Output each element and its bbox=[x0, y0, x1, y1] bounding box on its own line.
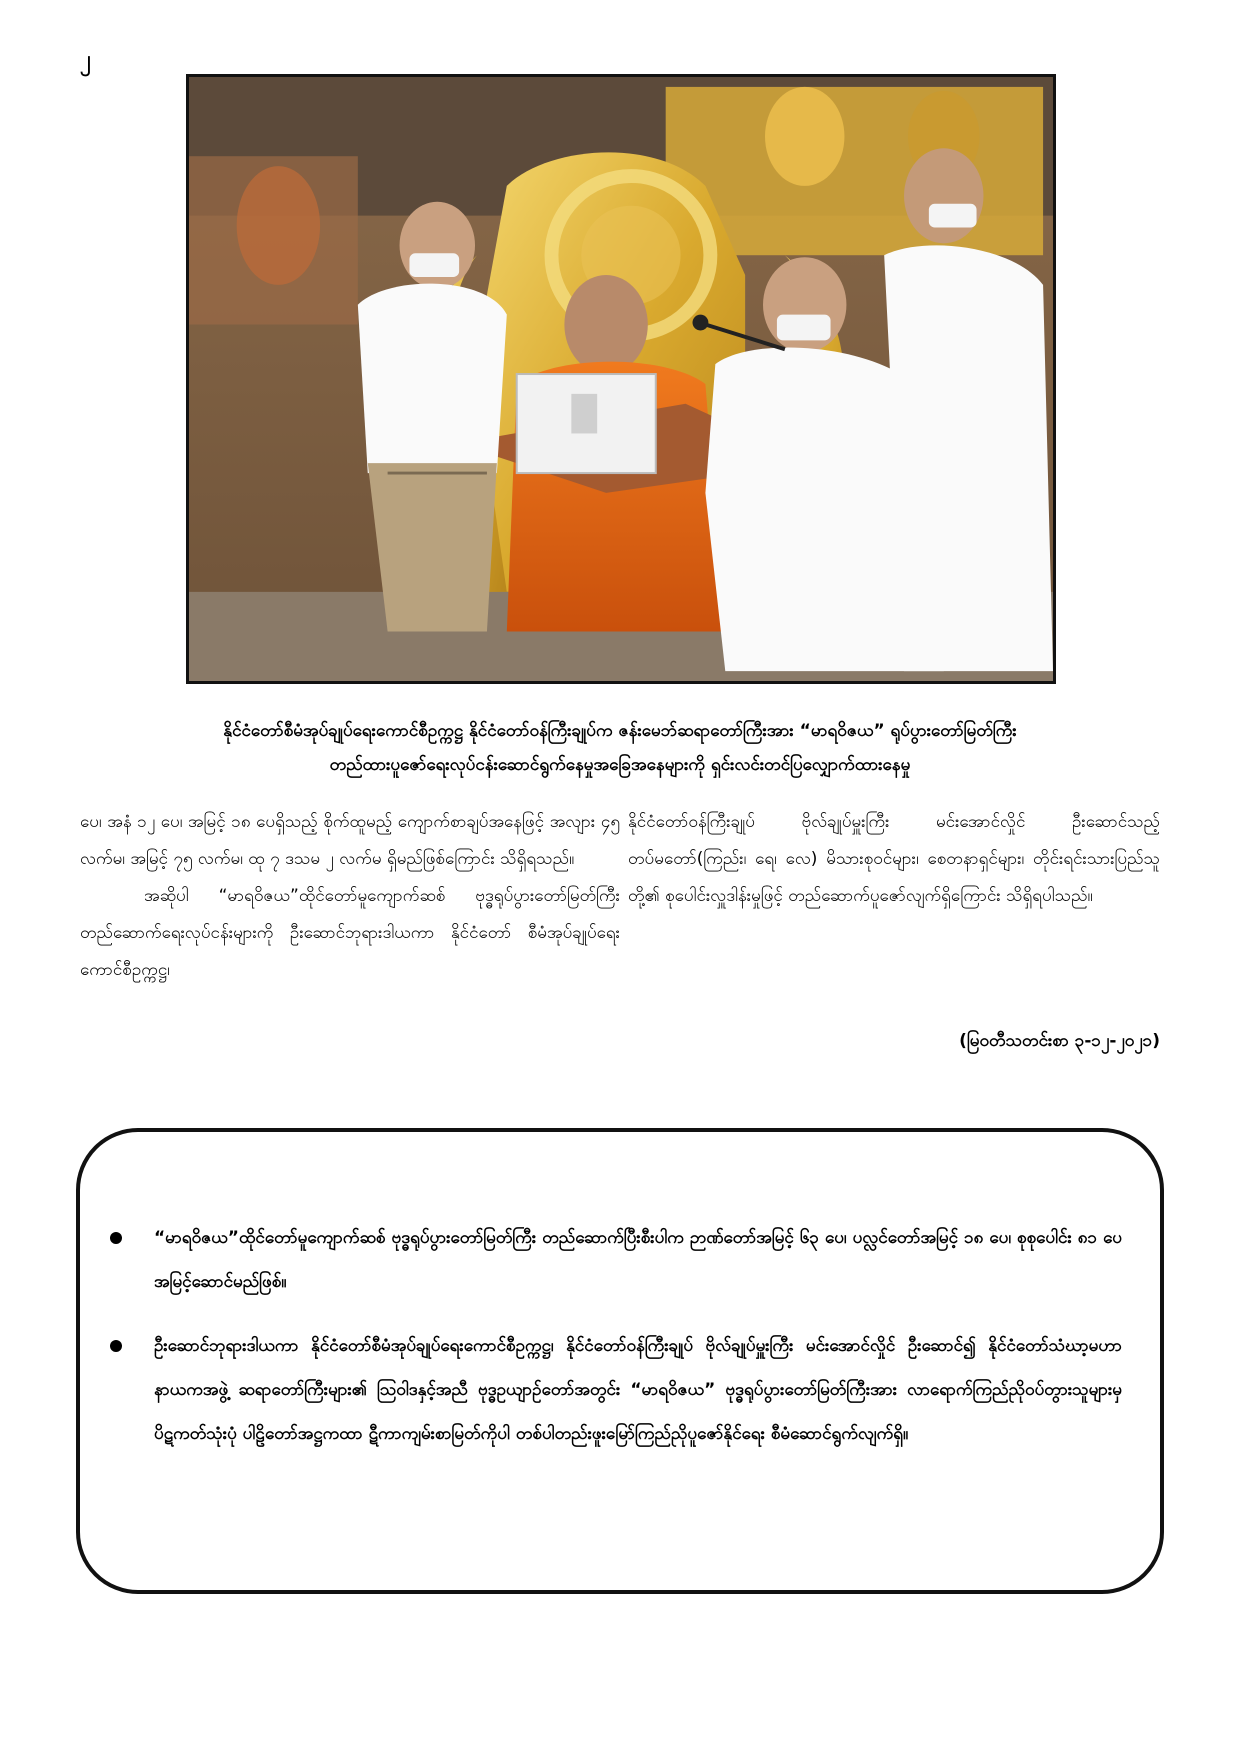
bullet-icon bbox=[110, 1232, 122, 1244]
news-photo bbox=[186, 74, 1056, 684]
body-column-right bbox=[628, 804, 1160, 915]
paragraph: နိုင်ငံတော်ဝန်ကြီးချုပ် ဗိုလ်ချုပ်မှူးကြီး မင်းအောင်လှိုင် ဦးဆောင်သည့် တပ်မတော်(ကြည်း၊ ရေ၊ လေ) မိသားစုဝင်များ၊ စေတနာရှင်များ၊ တိုင်းရင်းသားပြည်သူတို့၏ စုပေါင်းလှူဒါန်းမှုဖြင့် တည်ဆောက်ပူဇော်လျက်ရှိကြောင်း သိရှိရပါသည်။ bbox=[628, 812, 1160, 906]
highlight-text: “မာရဝိဇယ”ထိုင်တော်မူကျောက်ဆစ် ဗုဒ္ဓရုပ်ပွားတော်မြတ်ကြီး တည်ဆောက်ပြီးစီးပါက ဉာဏ်တော်အမြင့် ၆၃ ပေ၊ ပလ္လင်တော်အမြင့် ၁၈ ပေ၊ စုစုပေါင်း ၈၁ ပေ အမြင့်ဆောင်မည်ဖြစ်။ bbox=[154, 1228, 1122, 1292]
photo-icon bbox=[189, 77, 1053, 681]
highlight-text: ဦးဆောင်ဘုရားဒါယကာ နိုင်ငံတော်စီမံအုပ်ချုပ်ရေးကောင်စီဥက္ကဋ္ဌ၊ နိုင်ငံတော်ဝန်ကြီးချုပ် ဗိုလ်ချုပ်မှူးကြီး မင်းအောင်လှိုင် ဦးဆောင်၍ နိုင်ငံတော်သံဃာ့မဟာနာယကအဖွဲ့ ဆရာတော်ကြီးများ၏ ဩဝါဒနှင့်အညီ ဗုဒ္ဓဥယျာဉ်တော်အတွင်း “မာရဝိဇယ” ဗုဒ္ဓရုပ်ပွားတော်မြတ်ကြီးအား လာရောက်ကြည်ညိုဝပ်တွားသူများမှ ပိဋကတ်သုံးပုံ ပါဠိတော်အဋ္ဌကထာ ဋီကာကျမ်းစာမြတ်ကိုပါ တစ်ပါတည်းဖူးမြော်ကြည်ညိုပူဇော်နိုင်ရေး စီမံဆောင်ရွက်လျက်ရှိ။ bbox=[154, 1336, 1122, 1444]
paragraph: အဆိုပါ “မာရဝိဇယ”ထိုင်တော်မူကျောက်ဆစ် ဗုဒ္ဓရုပ်ပွားတော်မြတ်ကြီး တည်ဆောက်ရေးလုပ်ငန်းများကို ဦးဆောင်ဘုရားဒါယကာ နိုင်ငံတော် စီမံအုပ်ချုပ်ရေးကောင်စီဥက္ကဋ္ဌ၊ bbox=[80, 886, 620, 980]
page-number: ၂ bbox=[80, 47, 91, 72]
paragraph: ပေ၊ အနံ ၁၂ ပေ၊ အမြင့် ၁၈ ပေရှိသည့် စိုက်ထူမည့် ကျောက်စာချပ်အနေဖြင့် အလျား ၄၅ လက်မ၊ အမြင့် ၇၅ လက်မ၊ ထု ၇ ဒသမ ၂ လက်မ ရှိမည်ဖြစ်ကြောင်း သိရှိရသည်။ bbox=[80, 812, 620, 869]
highlight-item bbox=[110, 1324, 1122, 1456]
caption-line-2: တည်ထားပူဇော်ရေးလုပ်ငန်းဆောင်ရွက်နေမှုအခြေအနေများကို ရှင်းလင်းတင်ပြလျှောက်ထားနေမှု bbox=[329, 755, 911, 775]
highlights-box bbox=[76, 1128, 1164, 1594]
highlights-list bbox=[110, 1216, 1122, 1476]
source-citation: (မြဝတီသတင်းစာ ၃-၁၂-၂၀၂၁) bbox=[959, 1031, 1160, 1051]
caption-line-1: နိုင်ငံတော်စီမံအုပ်ချုပ်ရေးကောင်စီဥက္ကဋ္ဌ နိုင်ငံတော်ဝန်ကြီးချုပ်က ဇန်းမေဘ်ဆရာတော်ကြီးအား “မာရဝိဇယ” ရုပ်ပွားတော်မြတ်ကြီး bbox=[223, 721, 1017, 741]
photo-caption bbox=[80, 714, 1160, 782]
body-column-left bbox=[80, 804, 620, 989]
bullet-icon bbox=[110, 1340, 122, 1352]
highlight-item bbox=[110, 1216, 1122, 1304]
